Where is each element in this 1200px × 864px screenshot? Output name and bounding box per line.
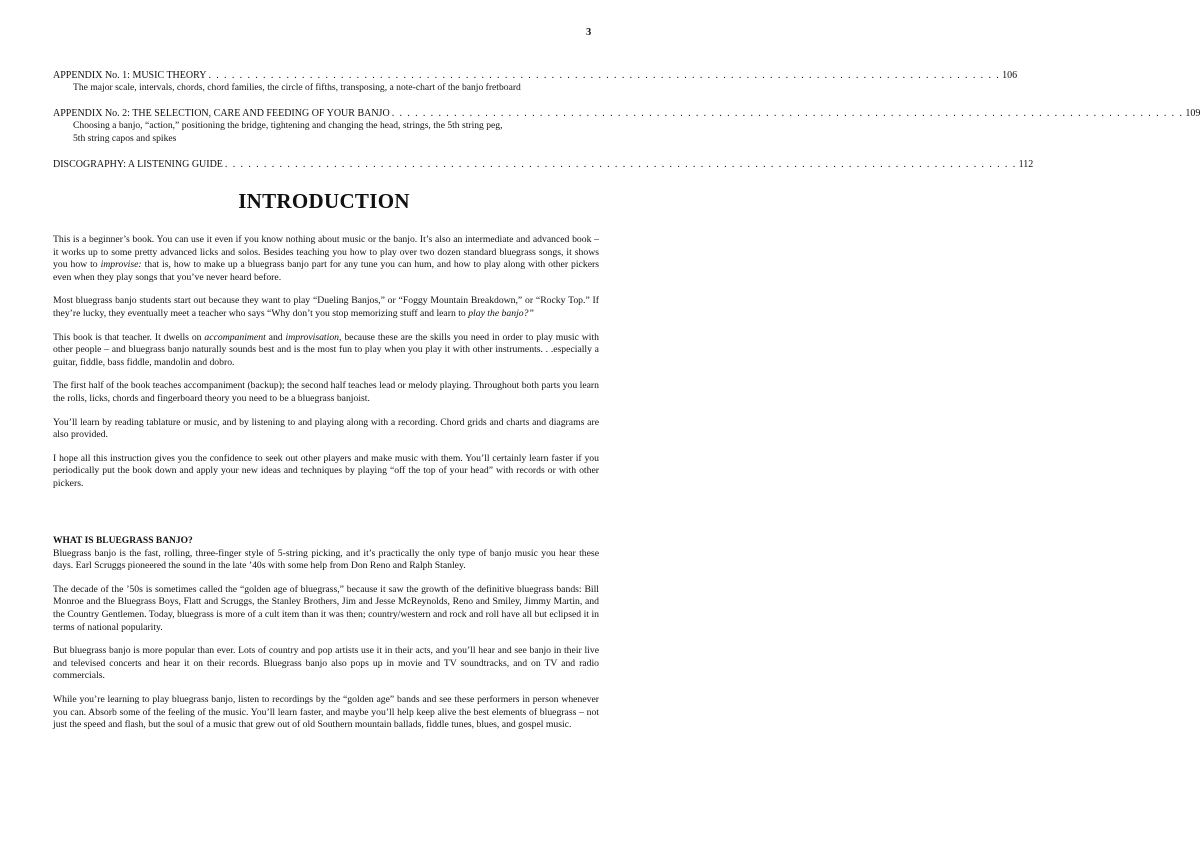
intro-body — [53, 234, 599, 502]
dot-leader: . . . . . . . . . . . . . . . . . . . . . . . . . . . . . . . . . . . . . . . . . . . . . . . . . . . . . . . . . . . . . . . . . . . . . . . . . . . . . . . . . . . . . . . . . . . . . . . . . . . . . . — [224, 159, 1017, 170]
paragraph: The first half of the book teaches accompaniment (backup); the second half teaches lead or melody playing. Throughout both parts you learn the rolls, licks, chords and fingerboard theory you need to be a bluegrass banjoist. — [53, 380, 599, 404]
paragraph: You’ll learn by reading tablature or music, and by listening to and playing along with a recording. Chord grids and charts and diagrams are also provided. — [53, 416, 599, 441]
paragraph: While you’re learning to play bluegrass banjo, listen to recordings by the “golden age” bands and see these performers in person whenever you can. Absorb some of the feeling of the music. You’ll learn faster, and maybe you’ll help keep alive the best elements of bluegrass – not just the speed and flash, but the soul of a music that grew out of old Southern mountain ballads, fiddle tunes, blues, and gospel music. — [53, 693, 599, 731]
text-run: and — [268, 331, 283, 343]
text-run: Most bluegrass banjo students start out because they want to play “Dueling Banjos,” or “Foggy Mountain Breakdown,” or “Rocky Top.” If they’re lucky, they eventually meet a teacher who says “Why don’t you stop memorizing stuff and learn to — [53, 295, 599, 319]
toc-description: Choosing a banjo, “action,” positioning the bridge, tightening and changing the head, strings, the 5th string peg, — [73, 120, 503, 131]
toc-entry-discography — [53, 158, 1034, 171]
paragraph: But bluegrass banjo is more popular than ever. Lots of country and pop artists use it in their acts, and you’ll hear and see banjo in their live and televised concerts and hear it on their records. Bluegrass banjo also pops up in movie and TV soundtracks, and on TV and radio commercials. — [53, 645, 599, 682]
toc-line — [53, 69, 1018, 82]
text-run: This is a beginner’s book. You can use it even if you know nothing about music or the banjo. It’s also an intermediate and advanced book – it works up to some pretty advanced licks and solos. Besides teaching you how to play over two dozen standard bluegrass songs, it shows you how to — [53, 234, 599, 271]
paragraph: The decade of the ’50s is sometimes called the “golden age of bluegrass,” because it saw the growth of the definitive bluegrass bands: Bill Monroe and the Bluegrass Boys, Flatt and Scruggs, the Stanley Brothers, Jim and Jesse McReynolds, Reno and Smiley, Jimmy Martin, and the Country Gentlemen. Today, bluegrass is more of a cult item than it was then; country/western and rock and roll have all but eclipsed it in terms of national popularity. — [53, 583, 599, 633]
paragraph — [53, 332, 599, 370]
dot-leader: . . . . . . . . . . . . . . . . . . . . . . . . . . . . . . . . . . . . . . . . . . . . . . . . . . . . . . . . . . . . . . . . . . . . . . . . . . . . . . . . . . . . . . . . . . . . . . . . . . . . . . — [391, 108, 1184, 119]
toc-title: APPENDIX No. 1: MUSIC THEORY — [53, 70, 207, 81]
toc-description: The major scale, intervals, chords, chord families, the circle of fifths, transposing, a note-chart of the banjo fretboard — [73, 82, 521, 93]
emphasis: play the banjo?” — [468, 307, 534, 319]
text-run: This book is that teacher. It dwells on — [53, 331, 202, 343]
page-title: INTRODUCTION — [238, 189, 410, 213]
section-heading: WHAT IS BLUEGRASS BANJO? — [53, 536, 193, 546]
toc-page-number: 109 — [1185, 108, 1200, 119]
paragraph: Bluegrass banjo is the fast, rolling, three-finger style of 5-string picking, and it’s practically the only type of banjo music you hear these days. Earl Scruggs pioneered the sound in the late ’40s with some help from Don Reno and Ralph Stanley. — [53, 547, 599, 572]
toc-page-number: 106 — [1002, 70, 1018, 81]
text-run: that is, how to make up a bluegrass banjo part for any tune you can hum, and how to play along with other pickers even when they play songs that you’ve never heard before. — [53, 259, 599, 283]
paragraph — [53, 295, 599, 320]
bluegrass-section — [53, 535, 599, 743]
emphasis: improvisation, — [285, 331, 342, 343]
paragraph — [53, 234, 599, 284]
emphasis: improvise: — [100, 259, 142, 271]
toc-entry-appendix-1 — [53, 69, 1018, 95]
toc-description: 5th string capos and spikes — [73, 132, 177, 144]
dot-leader: . . . . . . . . . . . . . . . . . . . . . . . . . . . . . . . . . . . . . . . . . . . . . . . . . . . . . . . . . . . . . . . . . . . . . . . . . . . . . . . . . . . . . . . . . . . . . . . . . . . . . . — [208, 70, 1001, 81]
toc-line — [53, 107, 1200, 120]
page-number: 3 — [586, 27, 592, 38]
paragraph: I hope all this instruction gives you the confidence to seek out other players and make music with them. You’ll certainly learn faster if you periodically put the book down and apply your new ideas and techniques by playing “off the top of your head” with records or with other pickers. — [53, 452, 599, 489]
toc-title: DISCOGRAPHY: A LISTENING GUIDE — [53, 159, 223, 170]
toc-entry-appendix-2 — [53, 107, 1200, 145]
toc-line — [53, 158, 1034, 171]
toc-page-number: 112 — [1018, 159, 1034, 170]
emphasis: accompaniment — [204, 331, 266, 343]
text-run: because these are the skills you need in order to play music with other people – and bluegrass banjo naturally sounds best and is the most fun to play when you play it with other instruments. . .especially a guitar, fiddle, bass fiddle, mandolin and dobro. — [53, 331, 600, 368]
toc-title: APPENDIX No. 2: THE SELECTION, CARE AND FEEDING OF YOUR BANJO — [53, 108, 390, 119]
